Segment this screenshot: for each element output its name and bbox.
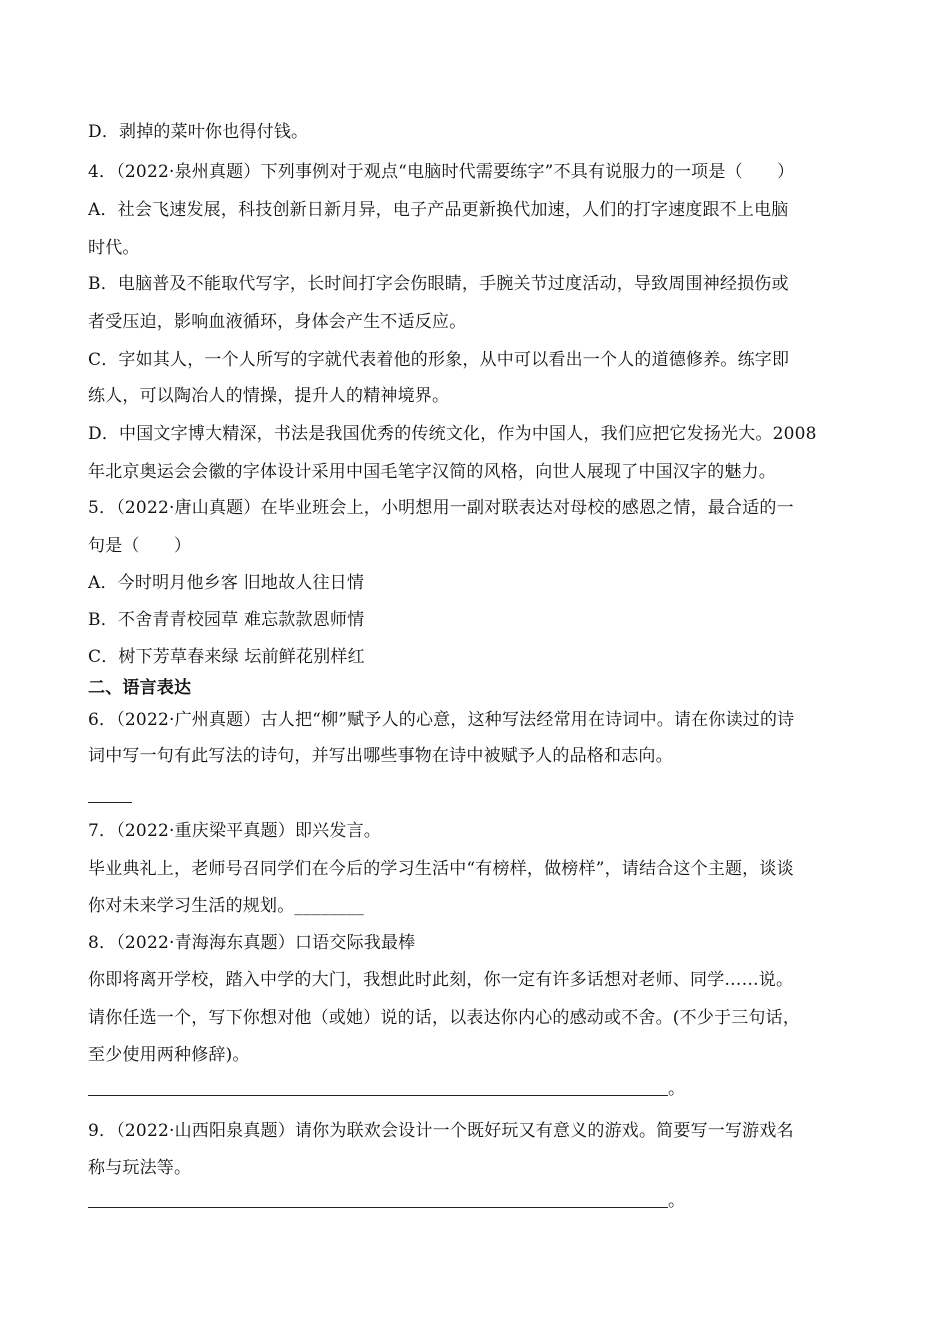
q7-body-line2: 你对未来学习生活的规划。________ (88, 896, 364, 916)
q8-answer-line (88, 1095, 668, 1096)
q4-option-b-line1: B．电脑普及不能取代写字，长时间打字会伤眼睛，手腕关节过度活动，导致周围神经损伤或 (88, 274, 789, 294)
q4-option-c-line1: C．字如其人，一个人所写的字就代表着他的形象，从中可以看出一个人的道德修养。练字即 (88, 350, 790, 370)
q4-option-a-line1: A．社会飞速发展，科技创新日新月异，电子产品更新换代加速，人们的打字速度跟不上电脑 (88, 200, 789, 220)
q4-option-b-line2: 者受压迫，影响血液循环，身体会产生不适反应。 (88, 312, 467, 332)
q6-answer-blank (88, 802, 132, 803)
q6-stem-line2: 词中写一句有此写法的诗句，并写出哪些事物在诗中被赋予人的品格和志向。 (88, 746, 673, 766)
q4-option-d-line1: D．中国文字博大精深，书法是我国优秀的传统文化，作为中国人，我们应把它发扬光大。2008 (88, 424, 817, 444)
q8-body-line3: 至少使用两种修辞)。 (88, 1045, 250, 1065)
q5-option-a: A．今时明月他乡客 旧地故人往日情 (88, 573, 365, 593)
section-heading: 二、语言表达 (88, 678, 192, 698)
q5-stem-line2: 句是（ ） (88, 536, 192, 556)
q4-option-a-line2: 时代。 (88, 238, 140, 258)
q6-stem-line1: 6．（2022·广州真题）古人把“柳”赋予人的心意，这种写法经常用在诗词中。请在你读过的诗 (88, 710, 795, 730)
q8-answer-period: 。 (668, 1079, 686, 1099)
q8-stem: 8．（2022·青海海东真题）口语交际我最棒 (88, 933, 416, 953)
q7-stem: 7．（2022·重庆梁平真题）即兴发言。 (88, 821, 381, 841)
q7-body-line1: 毕业典礼上，老师号召同学们在今后的学习生活中“有榜样，做榜样”，请结合这个主题，谈谈 (88, 859, 794, 879)
q5-option-c: C．树下芳草春来绿 坛前鲜花别样红 (88, 647, 365, 667)
q3-option-d: D．剥掉的菜叶你也得付钱。 (88, 122, 309, 142)
q4-stem: 4．（2022·泉州真题）下列事例对于观点“电脑时代需要练字”不具有说服力的一项是（ ） (88, 162, 795, 182)
q5-option-b: B．不舍青青校园草 难忘款款恩师情 (88, 610, 365, 630)
q9-stem-line1: 9．（2022·山西阳泉真题）请你为联欢会设计一个既好玩又有意义的游戏。简要写一写游戏名 (88, 1121, 794, 1141)
q9-answer-period: 。 (668, 1191, 686, 1211)
q8-body-line1: 你即将离开学校，踏入中学的大门，我想此时此刻，你一定有许多话想对老师、同学……说。 (88, 970, 794, 990)
q4-option-d-line2: 年北京奥运会会徽的字体设计采用中国毛笔字汉简的风格，向世人展现了中国汉字的魅力。 (88, 462, 776, 482)
q4-option-c-line2: 练人，可以陶冶人的情操，提升人的精神境界。 (88, 386, 450, 406)
q9-stem-line2: 称与玩法等。 (88, 1158, 192, 1178)
q9-answer-line (88, 1207, 668, 1208)
q5-stem-line1: 5．（2022·唐山真题）在毕业班会上，小明想用一副对联表达对母校的感恩之情，最合适的一 (88, 498, 794, 518)
q8-body-line2: 请你任选一个，写下你想对他（或她）说的话，以表达你内心的感动或不舍。(不少于三句话， (88, 1008, 801, 1028)
